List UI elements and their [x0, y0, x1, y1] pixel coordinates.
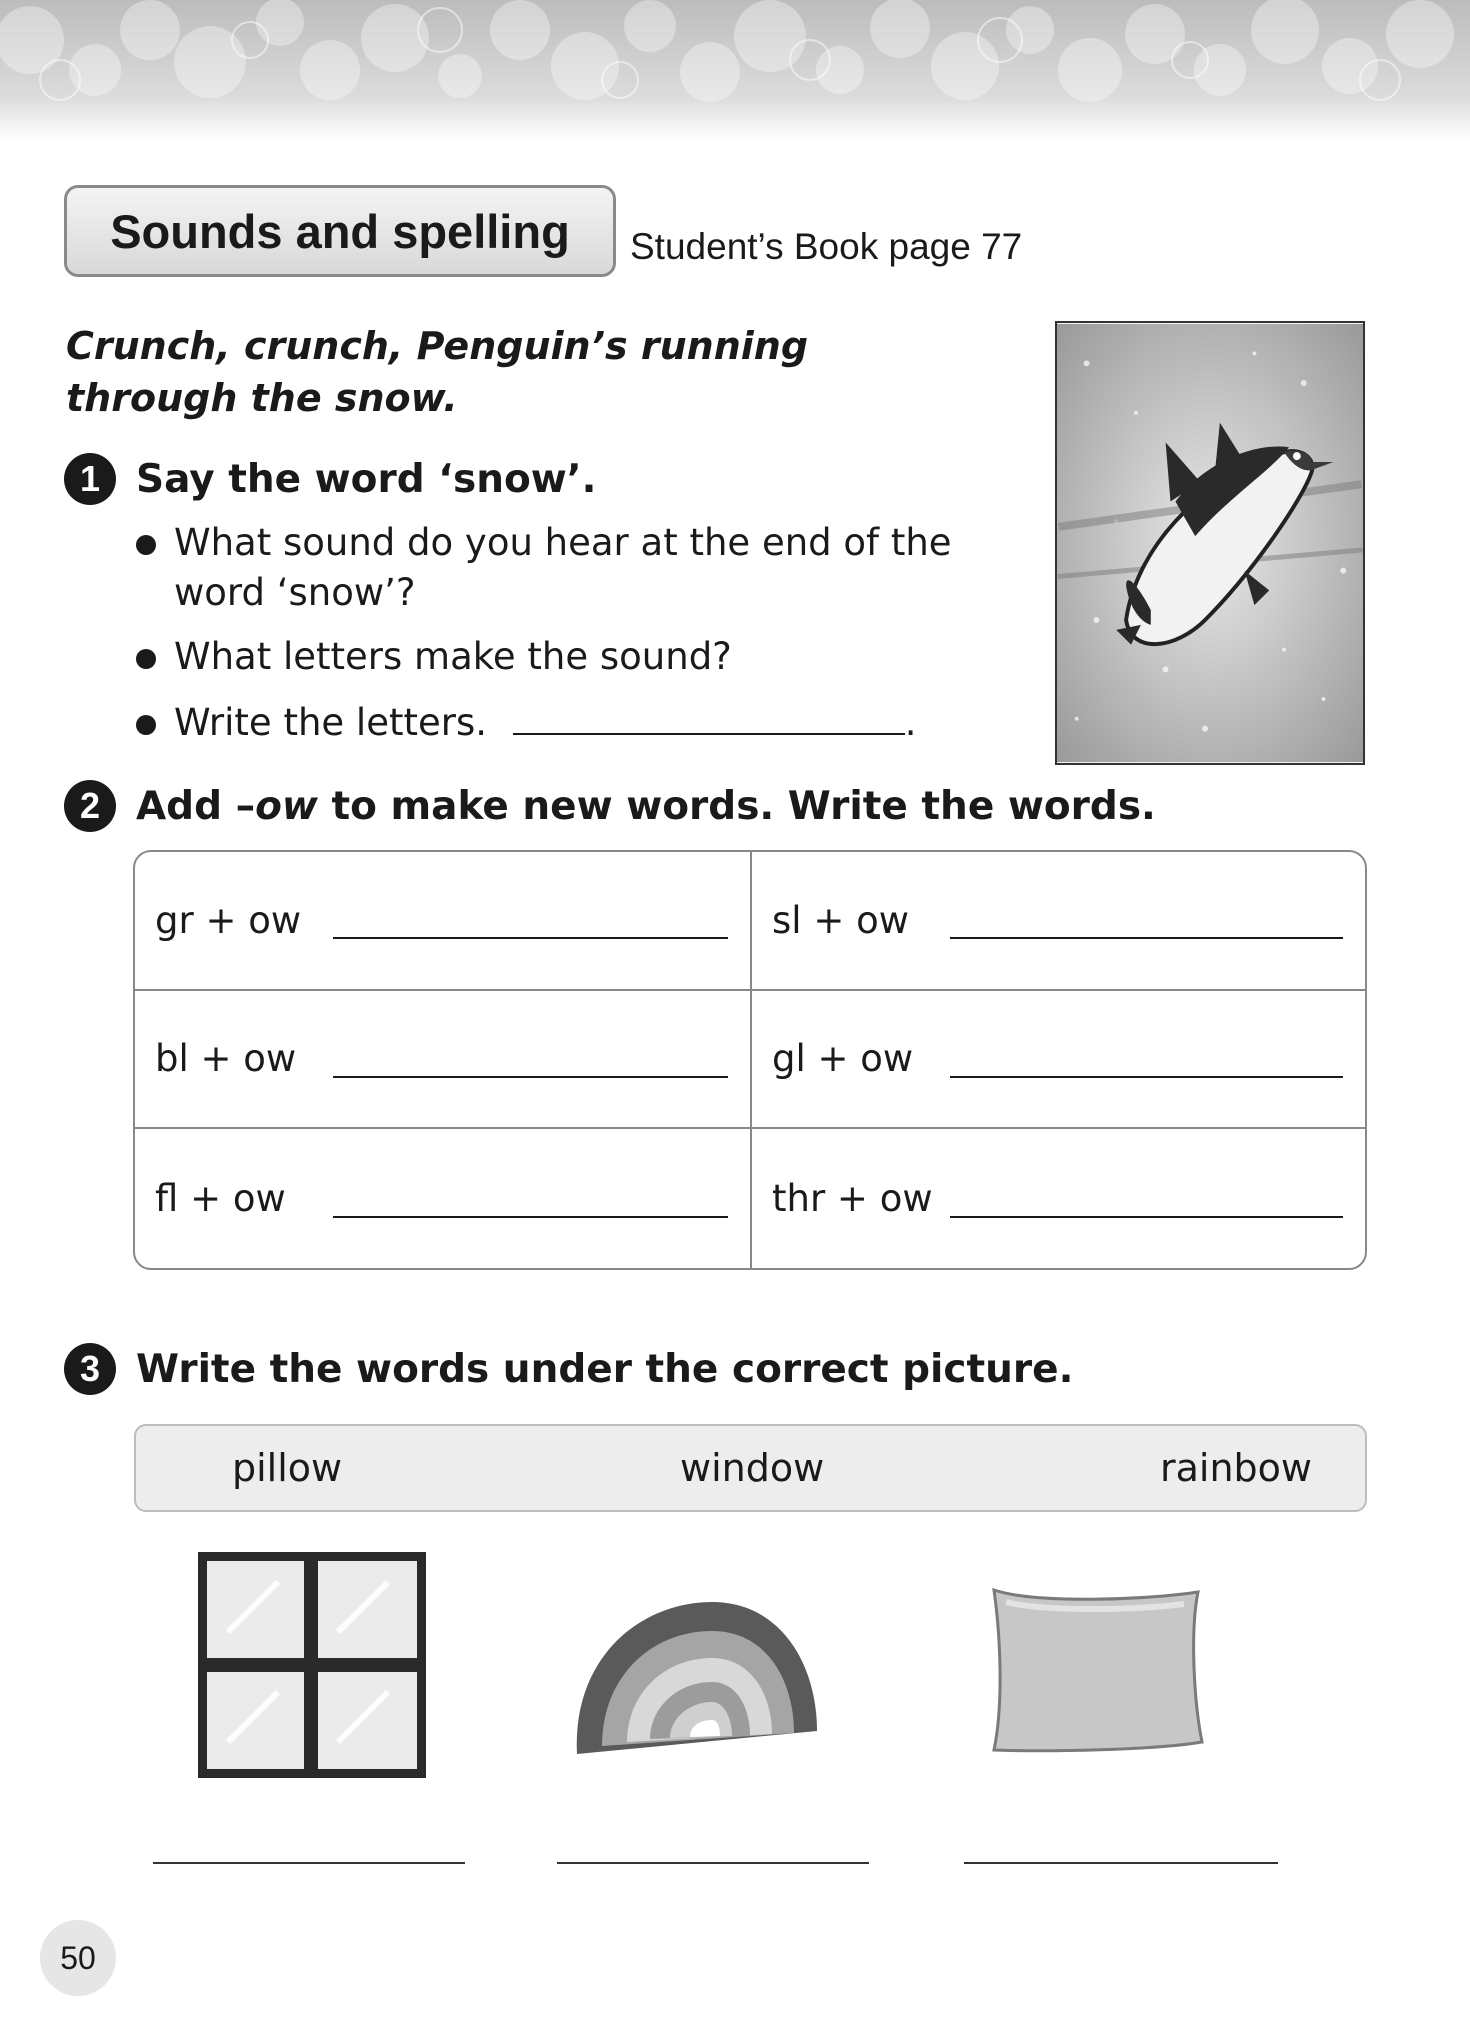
table-cell [750, 852, 1365, 991]
rainbow-icon [572, 1596, 822, 1758]
q1-bullet-1-continued: word ‘snow’? [174, 571, 416, 614]
table-cell [750, 1129, 1365, 1268]
question-number-badge: 2 [64, 780, 116, 832]
book-reference: Student’s Book page 77 [630, 226, 1023, 267]
table-cell [135, 852, 750, 991]
question-number-badge: 3 [64, 1343, 116, 1395]
penguin-photo [1055, 321, 1365, 765]
answer-line[interactable] [333, 1180, 728, 1218]
question-3-heading [64, 1343, 1073, 1395]
answer-line[interactable] [333, 901, 728, 939]
q1-bullet-3: Write the letters. . [136, 697, 917, 748]
decorative-banner [0, 0, 1470, 140]
table-cell [135, 991, 750, 1130]
word-building-table [133, 850, 1367, 1270]
question-2-text: Add –ow to make new words. Write the words. [136, 783, 1156, 829]
bullet-dot [136, 649, 156, 669]
page-number: 50 [40, 1920, 116, 1996]
page-title: Sounds and spelling [110, 204, 570, 258]
word-part: thr + ow [772, 1177, 933, 1221]
word-bank-item: pillow [232, 1446, 343, 1490]
word-bank-item: window [680, 1446, 825, 1490]
letters-answer-line[interactable] [513, 697, 905, 735]
penguin-icon [1057, 323, 1363, 763]
q1-bullet-2: What letters make the sound? [136, 632, 732, 682]
word-bank [134, 1424, 1367, 1512]
question-2-heading [64, 780, 1156, 832]
picture-answer-line[interactable] [153, 1862, 465, 1864]
intro-line-2: through the snow. [66, 376, 458, 420]
question-1-heading [64, 453, 596, 505]
question-1-text: Say the word ‘snow’. [136, 456, 597, 502]
word-part: fl + ow [155, 1177, 286, 1221]
word-bank-item: rainbow [1160, 1446, 1312, 1490]
q1-bullet-1: What sound do you hear at the end of the [136, 518, 952, 568]
intro-line-1: Crunch, crunch, Penguin’s running [66, 324, 809, 368]
table-cell [750, 991, 1365, 1130]
bullet-dot [136, 715, 156, 735]
answer-line[interactable] [333, 1040, 728, 1078]
question-number-badge: 1 [64, 453, 116, 505]
answer-line[interactable] [950, 1180, 1343, 1218]
answer-line[interactable] [950, 1040, 1343, 1078]
question-3-text: Write the words under the correct picture. [136, 1346, 1074, 1392]
table-cell [135, 1129, 750, 1268]
intro-text [66, 320, 808, 424]
picture-answer-line[interactable] [964, 1862, 1278, 1864]
word-part: sl + ow [772, 898, 909, 942]
window-icon [198, 1552, 426, 1778]
answer-line[interactable] [950, 901, 1343, 939]
bullet-dot [136, 535, 156, 555]
picture-answer-line[interactable] [557, 1862, 869, 1864]
word-part: gr + ow [155, 898, 302, 942]
word-part: gl + ow [772, 1037, 914, 1081]
word-part: bl + ow [155, 1037, 297, 1081]
pillow-icon [976, 1582, 1214, 1758]
section-title-box [64, 185, 616, 277]
